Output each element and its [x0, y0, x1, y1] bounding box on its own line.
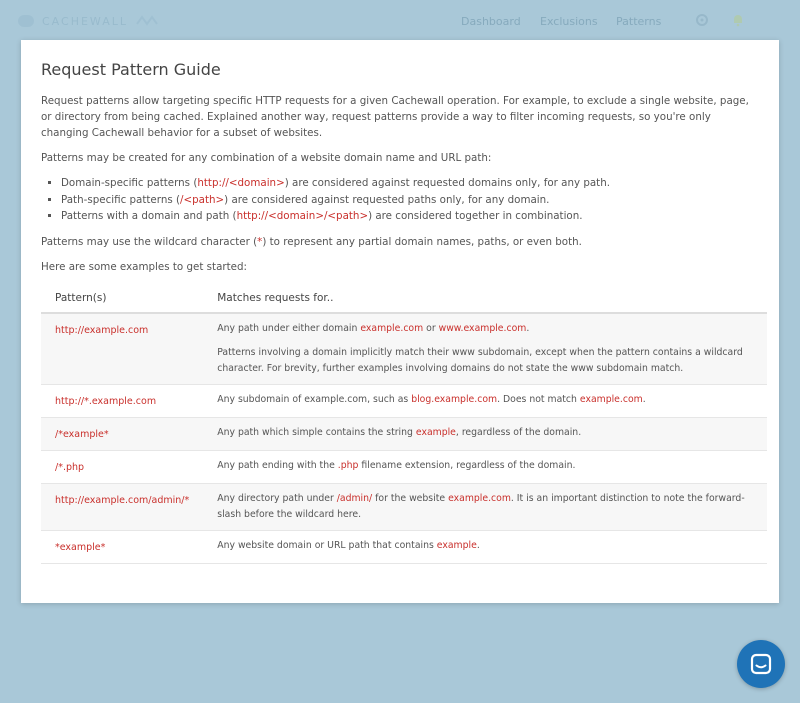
examples-intro: Here are some examples to get started:	[41, 260, 247, 273]
combination-paragraph: Patterns may be created for any combination of a website domain name and URL path:	[41, 152, 492, 164]
wildcard-paragraph: Patterns may use the wildcard character (*) to represent any partial domain names, paths, or even both.	[41, 235, 582, 248]
chat-icon	[750, 653, 772, 675]
pattern-cell: http://example.com	[41, 313, 203, 385]
column-header-matches: Matches requests for..	[203, 284, 767, 313]
column-header-pattern: Pattern(s)	[41, 284, 203, 313]
table-row	[41, 417, 767, 450]
nav-patterns[interactable]: Patterns	[616, 15, 662, 28]
matches-cell: Any path which simple contains the string example, regardless of the domain.	[203, 417, 767, 450]
pattern-guide-modal	[21, 40, 779, 603]
pattern-cell: /*example*	[41, 417, 203, 450]
pattern-cell: /*.php	[41, 450, 203, 483]
list-item: ▪ Patterns with a domain and path (http://<domain>/<path>) are considered together in combination.	[61, 208, 759, 225]
pattern-cell: http://*.example.com	[41, 384, 203, 417]
matches-cell: Any website domain or URL path that contains example.	[203, 530, 767, 563]
intro-paragraph: Request patterns allow targeting specific HTTP requests for a given Cachewall operation. For example, to exclude a single website, page, or directory from being cached. Explained another way, request patterns provide a way to filter incoming requests, so you're only changing Cachewall behavior for a subset of websites.	[41, 95, 749, 139]
pattern-cell: http://example.com/admin/*	[41, 483, 203, 530]
table-row	[41, 530, 767, 563]
bell-icon[interactable]	[731, 13, 745, 27]
logo[interactable]	[18, 14, 158, 28]
matches-cell: Any path under either domain example.com or www.example.com. Patterns involving a domain implicitly match their www subdomain, except when the pattern contains a wildcard character. For brevity, further examples involving domains do not state the www subdomain match.	[203, 313, 767, 385]
list-item: ▪ Path-specific patterns (/<path>) are considered against requested paths only, for any domain.	[61, 192, 759, 209]
table-row	[41, 483, 767, 530]
logo-text: CACHEWALL	[42, 14, 128, 28]
table-row	[41, 450, 767, 483]
top-navigation-bar	[0, 0, 800, 40]
table-row	[41, 384, 767, 417]
nav-dashboard[interactable]: Dashboard	[461, 15, 521, 28]
modal-title: Request Pattern Guide	[41, 60, 221, 79]
examples-table	[41, 284, 767, 564]
gear-icon[interactable]	[695, 13, 709, 27]
pattern-cell: *example*	[41, 530, 203, 563]
list-item: ▪ Domain-specific patterns (http://<domain>) are considered against requested domains only, for any path.	[61, 175, 759, 192]
match-note: Patterns involving a domain implicitly match their www subdomain, except when the pattern contains a wildcard character. For brevity, further examples involving domains do not state the www subdomain match.	[217, 346, 743, 374]
pattern-type-list	[41, 175, 759, 225]
table-row	[41, 313, 767, 385]
nav-exclusions[interactable]: Exclusions	[540, 15, 598, 28]
chat-launcher-button[interactable]	[737, 640, 785, 688]
logo-mark-icon	[18, 15, 34, 27]
matches-cell: Any directory path under /admin/ for the website example.com. It is an important distinction to note the forward-slash before the wildcard here.	[203, 483, 767, 530]
matches-cell: Any path ending with the .php filename extension, regardless of the domain.	[203, 450, 767, 483]
matches-cell: Any subdomain of example.com, such as blog.example.com. Does not match example.com.	[203, 384, 767, 417]
logo-wave-icon	[136, 14, 158, 28]
